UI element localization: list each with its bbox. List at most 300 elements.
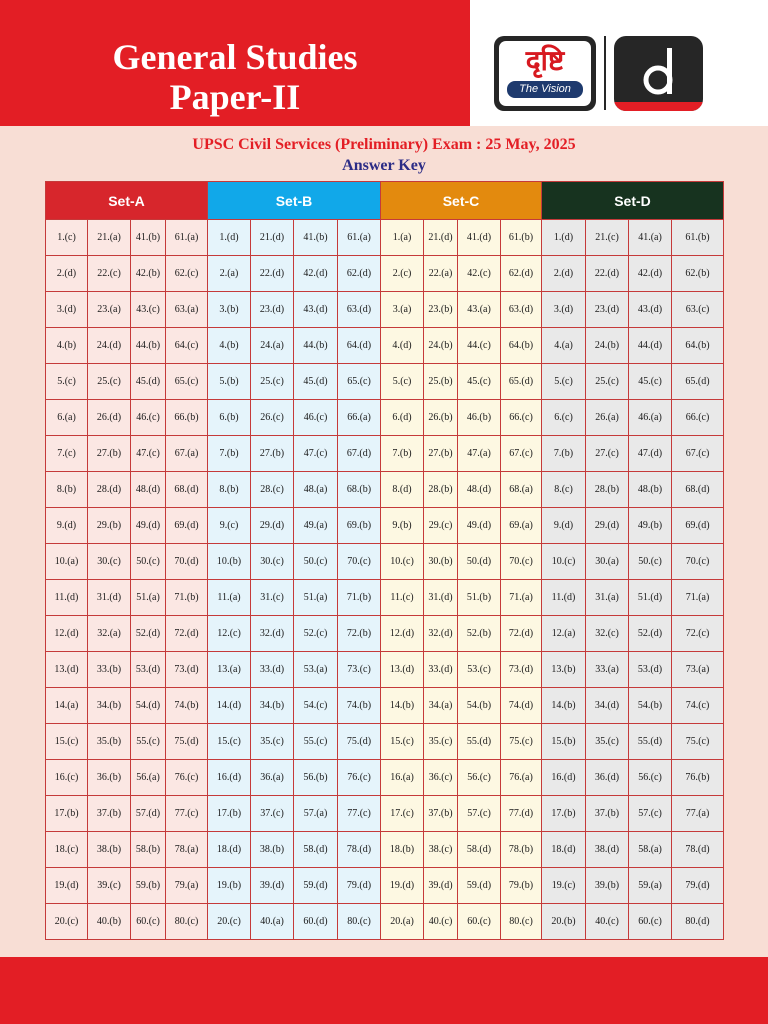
answer-cell-set-a: 45.(d) xyxy=(131,364,166,400)
answer-cell-set-c: 5.(c) xyxy=(381,364,424,400)
set-c-header: Set-C xyxy=(381,182,542,220)
answer-cell-set-b: 40.(a) xyxy=(251,904,294,940)
answer-cell-set-b: 3.(b) xyxy=(208,292,251,328)
answer-cell-set-d: 27.(c) xyxy=(586,436,629,472)
answer-cell-set-b: 57.(a) xyxy=(294,796,338,832)
answer-cell-set-a: 13.(d) xyxy=(46,652,88,688)
answer-cell-set-b: 33.(d) xyxy=(251,652,294,688)
answer-cell-set-a: 41.(b) xyxy=(131,220,166,256)
answer-cell-set-a: 1.(c) xyxy=(46,220,88,256)
answer-cell-set-d: 40.(c) xyxy=(586,904,629,940)
answer-cell-set-c: 39.(d) xyxy=(424,868,458,904)
set-header-row xyxy=(46,182,724,220)
answer-cell-set-a: 79.(a) xyxy=(166,868,208,904)
answer-cell-set-d: 26.(a) xyxy=(586,400,629,436)
table-row xyxy=(46,220,724,256)
answer-cell-set-b: 39.(d) xyxy=(251,868,294,904)
answer-cell-set-b: 69.(b) xyxy=(338,508,381,544)
answer-cell-set-a: 17.(b) xyxy=(46,796,88,832)
d-letter-icon xyxy=(642,42,678,102)
answer-cell-set-a: 4.(b) xyxy=(46,328,88,364)
answer-cell-set-a: 27.(b) xyxy=(88,436,131,472)
answer-cell-set-c: 44.(c) xyxy=(458,328,501,364)
table-row xyxy=(46,616,724,652)
answer-cell-set-a: 11.(d) xyxy=(46,580,88,616)
answer-cell-set-b: 71.(b) xyxy=(338,580,381,616)
answer-cell-set-d: 2.(d) xyxy=(542,256,586,292)
answer-cell-set-d: 45.(c) xyxy=(629,364,672,400)
table-row xyxy=(46,868,724,904)
answer-cell-set-b: 56.(b) xyxy=(294,760,338,796)
answer-cell-set-a: 33.(b) xyxy=(88,652,131,688)
page-title-line-2: Paper-II xyxy=(169,77,301,117)
answer-key-table xyxy=(45,181,724,940)
answer-cell-set-a: 3.(d) xyxy=(46,292,88,328)
answer-cell-set-d: 66.(c) xyxy=(672,400,724,436)
answer-cell-set-d: 72.(c) xyxy=(672,616,724,652)
answer-cell-set-c: 20.(a) xyxy=(381,904,424,940)
answer-cell-set-d: 38.(d) xyxy=(586,832,629,868)
answer-cell-set-d: 53.(d) xyxy=(629,652,672,688)
answer-cell-set-c: 4.(d) xyxy=(381,328,424,364)
answer-cell-set-d: 33.(a) xyxy=(586,652,629,688)
answer-cell-set-a: 7.(c) xyxy=(46,436,88,472)
answer-cell-set-b: 5.(b) xyxy=(208,364,251,400)
answer-cell-set-a: 61.(a) xyxy=(166,220,208,256)
answer-cell-set-b: 76.(c) xyxy=(338,760,381,796)
answer-cell-set-d: 37.(b) xyxy=(586,796,629,832)
answer-cell-set-c: 29.(c) xyxy=(424,508,458,544)
answer-cell-set-b: 54.(c) xyxy=(294,688,338,724)
table-row xyxy=(46,760,724,796)
answer-cell-set-c: 21.(d) xyxy=(424,220,458,256)
set-a-header: Set-A xyxy=(46,182,208,220)
header-title-panel xyxy=(0,0,470,126)
answer-cell-set-d: 58.(a) xyxy=(629,832,672,868)
answer-cell-set-d: 28.(b) xyxy=(586,472,629,508)
answer-cell-set-c: 61.(b) xyxy=(501,220,542,256)
answer-cell-set-c: 49.(d) xyxy=(458,508,501,544)
logo-divider xyxy=(604,36,606,110)
answer-cell-set-b: 21.(d) xyxy=(251,220,294,256)
answer-cell-set-c: 48.(d) xyxy=(458,472,501,508)
answer-cell-set-c: 31.(d) xyxy=(424,580,458,616)
table-row xyxy=(46,328,724,364)
page-title-line-1: General Studies xyxy=(112,37,358,77)
answer-cell-set-b: 28.(c) xyxy=(251,472,294,508)
answer-cell-set-b: 50.(c) xyxy=(294,544,338,580)
answer-cell-set-b: 49.(a) xyxy=(294,508,338,544)
answer-cell-set-d: 64.(b) xyxy=(672,328,724,364)
answer-table-body xyxy=(46,220,724,940)
answer-cell-set-a: 18.(c) xyxy=(46,832,88,868)
answer-cell-set-d: 63.(c) xyxy=(672,292,724,328)
answer-cell-set-b: 1.(d) xyxy=(208,220,251,256)
answer-cell-set-a: 56.(a) xyxy=(131,760,166,796)
exam-title: UPSC Civil Services (Preliminary) Exam : 25 May, 2025 xyxy=(192,136,576,153)
answer-cell-set-a: 55.(c) xyxy=(131,724,166,760)
drishti-logo-tagline: The Vision xyxy=(519,83,571,95)
answer-cell-set-b: 72.(b) xyxy=(338,616,381,652)
answer-cell-set-d: 5.(c) xyxy=(542,364,586,400)
answer-cell-set-a: 10.(a) xyxy=(46,544,88,580)
answer-cell-set-c: 18.(b) xyxy=(381,832,424,868)
answer-cell-set-d: 39.(b) xyxy=(586,868,629,904)
answer-cell-set-d: 57.(c) xyxy=(629,796,672,832)
answer-cell-set-c: 9.(b) xyxy=(381,508,424,544)
answer-cell-set-d: 10.(c) xyxy=(542,544,586,580)
answer-cell-set-c: 80.(c) xyxy=(501,904,542,940)
answer-cell-set-c: 64.(b) xyxy=(501,328,542,364)
answer-cell-set-a: 47.(c) xyxy=(131,436,166,472)
answer-cell-set-a: 62.(c) xyxy=(166,256,208,292)
answer-cell-set-c: 15.(c) xyxy=(381,724,424,760)
answer-cell-set-b: 13.(a) xyxy=(208,652,251,688)
answer-cell-set-a: 60.(c) xyxy=(131,904,166,940)
answer-cell-set-b: 15.(c) xyxy=(208,724,251,760)
answer-cell-set-a: 46.(c) xyxy=(131,400,166,436)
answer-cell-set-c: 56.(c) xyxy=(458,760,501,796)
answer-cell-set-c: 33.(d) xyxy=(424,652,458,688)
answer-cell-set-c: 17.(c) xyxy=(381,796,424,832)
answer-cell-set-b: 41.(b) xyxy=(294,220,338,256)
answer-cell-set-b: 78.(d) xyxy=(338,832,381,868)
answer-cell-set-d: 41.(a) xyxy=(629,220,672,256)
answer-cell-set-b: 32.(d) xyxy=(251,616,294,652)
answer-cell-set-d: 24.(b) xyxy=(586,328,629,364)
answer-cell-set-b: 14.(d) xyxy=(208,688,251,724)
answer-cell-set-d: 13.(b) xyxy=(542,652,586,688)
answer-cell-set-b: 42.(d) xyxy=(294,256,338,292)
table-row xyxy=(46,688,724,724)
answer-cell-set-c: 27.(b) xyxy=(424,436,458,472)
answer-cell-set-d: 20.(b) xyxy=(542,904,586,940)
answer-cell-set-d: 50.(c) xyxy=(629,544,672,580)
answer-cell-set-b: 37.(c) xyxy=(251,796,294,832)
answer-cell-set-d: 75.(c) xyxy=(672,724,724,760)
answer-cell-set-a: 78.(a) xyxy=(166,832,208,868)
answer-cell-set-d: 14.(b) xyxy=(542,688,586,724)
answer-cell-set-a: 72.(d) xyxy=(166,616,208,652)
answer-cell-set-c: 6.(d) xyxy=(381,400,424,436)
answer-cell-set-a: 66.(b) xyxy=(166,400,208,436)
answer-cell-set-c: 41.(d) xyxy=(458,220,501,256)
answer-cell-set-b: 38.(b) xyxy=(251,832,294,868)
answer-cell-set-c: 62.(d) xyxy=(501,256,542,292)
answer-cell-set-c: 68.(a) xyxy=(501,472,542,508)
answer-cell-set-d: 30.(a) xyxy=(586,544,629,580)
answer-cell-set-a: 49.(d) xyxy=(131,508,166,544)
answer-cell-set-a: 73.(d) xyxy=(166,652,208,688)
answer-cell-set-b: 10.(b) xyxy=(208,544,251,580)
answer-cell-set-c: 7.(b) xyxy=(381,436,424,472)
answer-cell-set-c: 52.(b) xyxy=(458,616,501,652)
answer-cell-set-a: 38.(b) xyxy=(88,832,131,868)
answer-cell-set-c: 28.(b) xyxy=(424,472,458,508)
answer-cell-set-a: 77.(c) xyxy=(166,796,208,832)
answer-cell-set-c: 71.(a) xyxy=(501,580,542,616)
answer-cell-set-b: 8.(b) xyxy=(208,472,251,508)
answer-cell-set-c: 40.(c) xyxy=(424,904,458,940)
answer-cell-set-d: 18.(d) xyxy=(542,832,586,868)
answer-cell-set-b: 27.(b) xyxy=(251,436,294,472)
answer-cell-set-b: 19.(b) xyxy=(208,868,251,904)
answer-cell-set-b: 23.(d) xyxy=(251,292,294,328)
answer-cell-set-a: 8.(b) xyxy=(46,472,88,508)
answer-key-subtitle: Answer Key xyxy=(342,157,426,174)
answer-cell-set-a: 57.(d) xyxy=(131,796,166,832)
answer-cell-set-a: 35.(b) xyxy=(88,724,131,760)
answer-cell-set-a: 2.(d) xyxy=(46,256,88,292)
table-row xyxy=(46,544,724,580)
answer-cell-set-c: 14.(b) xyxy=(381,688,424,724)
answer-cell-set-c: 2.(c) xyxy=(381,256,424,292)
answer-cell-set-a: 51.(a) xyxy=(131,580,166,616)
answer-cell-set-c: 53.(c) xyxy=(458,652,501,688)
answer-cell-set-d: 55.(d) xyxy=(629,724,672,760)
answer-cell-set-b: 18.(d) xyxy=(208,832,251,868)
answer-cell-set-c: 38.(c) xyxy=(424,832,458,868)
answer-cell-set-a: 68.(d) xyxy=(166,472,208,508)
answer-cell-set-a: 76.(c) xyxy=(166,760,208,796)
answer-cell-set-d: 54.(b) xyxy=(629,688,672,724)
answer-cell-set-c: 37.(b) xyxy=(424,796,458,832)
answer-cell-set-d: 46.(a) xyxy=(629,400,672,436)
answer-cell-set-a: 54.(d) xyxy=(131,688,166,724)
table-row xyxy=(46,472,724,508)
answer-cell-set-c: 36.(c) xyxy=(424,760,458,796)
answer-cell-set-a: 6.(a) xyxy=(46,400,88,436)
answer-cell-set-b: 12.(c) xyxy=(208,616,251,652)
answer-cell-set-a: 50.(c) xyxy=(131,544,166,580)
table-row xyxy=(46,832,724,868)
answer-cell-set-d: 32.(c) xyxy=(586,616,629,652)
answer-cell-set-a: 31.(d) xyxy=(88,580,131,616)
answer-cell-set-b: 25.(c) xyxy=(251,364,294,400)
table-row xyxy=(46,256,724,292)
answer-cell-set-d: 74.(c) xyxy=(672,688,724,724)
answer-cell-set-a: 34.(b) xyxy=(88,688,131,724)
answer-cell-set-a: 69.(d) xyxy=(166,508,208,544)
answer-cell-set-b: 55.(c) xyxy=(294,724,338,760)
answer-cell-set-a: 9.(d) xyxy=(46,508,88,544)
answer-cell-set-b: 62.(d) xyxy=(338,256,381,292)
answer-cell-set-d: 47.(d) xyxy=(629,436,672,472)
answer-cell-set-b: 51.(a) xyxy=(294,580,338,616)
answer-cell-set-a: 32.(a) xyxy=(88,616,131,652)
answer-cell-set-b: 26.(c) xyxy=(251,400,294,436)
answer-cell-set-a: 15.(c) xyxy=(46,724,88,760)
answer-cell-set-b: 58.(d) xyxy=(294,832,338,868)
answer-cell-set-d: 15.(b) xyxy=(542,724,586,760)
answer-cell-set-a: 58.(b) xyxy=(131,832,166,868)
answer-cell-set-d: 29.(d) xyxy=(586,508,629,544)
answer-cell-set-c: 8.(d) xyxy=(381,472,424,508)
answer-cell-set-c: 67.(c) xyxy=(501,436,542,472)
answer-cell-set-b: 43.(d) xyxy=(294,292,338,328)
answer-cell-set-b: 44.(b) xyxy=(294,328,338,364)
answer-cell-set-d: 43.(d) xyxy=(629,292,672,328)
answer-cell-set-a: 64.(c) xyxy=(166,328,208,364)
answer-cell-set-b: 9.(c) xyxy=(208,508,251,544)
answer-cell-set-d: 62.(b) xyxy=(672,256,724,292)
answer-cell-set-a: 37.(b) xyxy=(88,796,131,832)
answer-cell-set-a: 24.(d) xyxy=(88,328,131,364)
answer-cell-set-a: 12.(d) xyxy=(46,616,88,652)
answer-cell-set-c: 34.(a) xyxy=(424,688,458,724)
answer-cell-set-c: 16.(a) xyxy=(381,760,424,796)
answer-cell-set-b: 11.(a) xyxy=(208,580,251,616)
answer-cell-set-a: 71.(b) xyxy=(166,580,208,616)
set-b-header: Set-B xyxy=(208,182,381,220)
answer-cell-set-d: 21.(c) xyxy=(586,220,629,256)
d-logo-accent-bar xyxy=(614,102,703,111)
answer-cell-set-c: 72.(d) xyxy=(501,616,542,652)
answer-cell-set-c: 51.(b) xyxy=(458,580,501,616)
answer-cell-set-b: 46.(c) xyxy=(294,400,338,436)
answer-cell-set-b: 67.(d) xyxy=(338,436,381,472)
answer-cell-set-b: 63.(d) xyxy=(338,292,381,328)
table-row xyxy=(46,904,724,940)
answer-cell-set-c: 22.(a) xyxy=(424,256,458,292)
answer-cell-set-d: 52.(d) xyxy=(629,616,672,652)
answer-cell-set-b: 7.(b) xyxy=(208,436,251,472)
answer-cell-set-c: 47.(a) xyxy=(458,436,501,472)
answer-cell-set-b: 31.(c) xyxy=(251,580,294,616)
answer-cell-set-a: 26.(d) xyxy=(88,400,131,436)
answer-cell-set-d: 61.(b) xyxy=(672,220,724,256)
answer-cell-set-c: 12.(d) xyxy=(381,616,424,652)
answer-cell-set-c: 23.(b) xyxy=(424,292,458,328)
drishti-logo-inner xyxy=(499,41,591,106)
answer-cell-set-b: 30.(c) xyxy=(251,544,294,580)
answer-cell-set-c: 63.(d) xyxy=(501,292,542,328)
answer-cell-set-b: 2.(a) xyxy=(208,256,251,292)
answer-cell-set-d: 7.(b) xyxy=(542,436,586,472)
answer-cell-set-b: 77.(c) xyxy=(338,796,381,832)
answer-cell-set-d: 56.(c) xyxy=(629,760,672,796)
answer-cell-set-a: 74.(b) xyxy=(166,688,208,724)
table-row xyxy=(46,292,724,328)
answer-cell-set-c: 30.(b) xyxy=(424,544,458,580)
answer-cell-set-c: 59.(d) xyxy=(458,868,501,904)
answer-cell-set-c: 78.(b) xyxy=(501,832,542,868)
answer-cell-set-c: 76.(a) xyxy=(501,760,542,796)
answer-cell-set-a: 19.(d) xyxy=(46,868,88,904)
drishti-logo xyxy=(494,36,596,111)
answer-cell-set-c: 74.(d) xyxy=(501,688,542,724)
answer-cell-set-c: 55.(d) xyxy=(458,724,501,760)
answer-cell-set-d: 25.(c) xyxy=(586,364,629,400)
answer-cell-set-b: 24.(a) xyxy=(251,328,294,364)
answer-cell-set-d: 11.(d) xyxy=(542,580,586,616)
answer-cell-set-a: 67.(a) xyxy=(166,436,208,472)
answer-cell-set-c: 1.(a) xyxy=(381,220,424,256)
answer-cell-set-c: 43.(a) xyxy=(458,292,501,328)
answer-cell-set-d: 4.(a) xyxy=(542,328,586,364)
answer-cell-set-c: 70.(c) xyxy=(501,544,542,580)
answer-cell-set-b: 4.(b) xyxy=(208,328,251,364)
answer-cell-set-d: 31.(a) xyxy=(586,580,629,616)
answer-cell-set-d: 12.(a) xyxy=(542,616,586,652)
set-d-header: Set-D xyxy=(542,182,724,220)
answer-cell-set-b: 29.(d) xyxy=(251,508,294,544)
answer-cell-set-c: 75.(c) xyxy=(501,724,542,760)
table-row xyxy=(46,364,724,400)
answer-cell-set-a: 70.(d) xyxy=(166,544,208,580)
answer-cell-set-c: 10.(c) xyxy=(381,544,424,580)
answer-cell-set-c: 3.(a) xyxy=(381,292,424,328)
answer-cell-set-d: 23.(d) xyxy=(586,292,629,328)
answer-cell-set-b: 20.(c) xyxy=(208,904,251,940)
answer-cell-set-b: 70.(c) xyxy=(338,544,381,580)
answer-cell-set-a: 21.(a) xyxy=(88,220,131,256)
answer-cell-set-c: 66.(c) xyxy=(501,400,542,436)
answer-cell-set-b: 52.(c) xyxy=(294,616,338,652)
answer-cell-set-d: 34.(d) xyxy=(586,688,629,724)
answer-cell-set-b: 45.(d) xyxy=(294,364,338,400)
answer-cell-set-b: 34.(b) xyxy=(251,688,294,724)
table-row xyxy=(46,652,724,688)
answer-cell-set-b: 66.(a) xyxy=(338,400,381,436)
answer-cell-set-c: 19.(d) xyxy=(381,868,424,904)
header xyxy=(0,0,768,126)
answer-cell-set-d: 17.(b) xyxy=(542,796,586,832)
answer-cell-set-c: 54.(b) xyxy=(458,688,501,724)
answer-cell-set-b: 22.(d) xyxy=(251,256,294,292)
table-row xyxy=(46,796,724,832)
answer-cell-set-a: 28.(d) xyxy=(88,472,131,508)
answer-cell-set-d: 67.(c) xyxy=(672,436,724,472)
answer-cell-set-c: 50.(d) xyxy=(458,544,501,580)
answer-cell-set-a: 16.(c) xyxy=(46,760,88,796)
answer-cell-set-d: 69.(d) xyxy=(672,508,724,544)
answer-cell-set-a: 25.(c) xyxy=(88,364,131,400)
answer-cell-set-c: 58.(d) xyxy=(458,832,501,868)
answer-cell-set-b: 74.(b) xyxy=(338,688,381,724)
answer-cell-set-d: 65.(d) xyxy=(672,364,724,400)
answer-cell-set-d: 70.(c) xyxy=(672,544,724,580)
answer-cell-set-b: 68.(b) xyxy=(338,472,381,508)
table-row xyxy=(46,580,724,616)
answer-cell-set-b: 48.(a) xyxy=(294,472,338,508)
answer-cell-set-d: 44.(d) xyxy=(629,328,672,364)
answer-cell-set-d: 36.(d) xyxy=(586,760,629,796)
answer-cell-set-a: 36.(b) xyxy=(88,760,131,796)
answer-cell-set-d: 3.(d) xyxy=(542,292,586,328)
answer-cell-set-d: 35.(c) xyxy=(586,724,629,760)
answer-cell-set-c: 57.(c) xyxy=(458,796,501,832)
answer-cell-set-c: 11.(c) xyxy=(381,580,424,616)
answer-cell-set-a: 42.(b) xyxy=(131,256,166,292)
answer-cell-set-c: 45.(c) xyxy=(458,364,501,400)
answer-cell-set-a: 80.(c) xyxy=(166,904,208,940)
answer-cell-set-c: 77.(d) xyxy=(501,796,542,832)
answer-cell-set-a: 30.(c) xyxy=(88,544,131,580)
answer-cell-set-a: 65.(c) xyxy=(166,364,208,400)
answer-cell-set-d: 78.(d) xyxy=(672,832,724,868)
answer-cell-set-c: 60.(c) xyxy=(458,904,501,940)
answer-cell-set-b: 47.(c) xyxy=(294,436,338,472)
answer-cell-set-d: 76.(b) xyxy=(672,760,724,796)
answer-cell-set-b: 6.(b) xyxy=(208,400,251,436)
answer-cell-set-b: 65.(c) xyxy=(338,364,381,400)
answer-cell-set-c: 35.(c) xyxy=(424,724,458,760)
answer-cell-set-d: 6.(c) xyxy=(542,400,586,436)
answer-cell-set-a: 44.(b) xyxy=(131,328,166,364)
answer-cell-set-a: 75.(d) xyxy=(166,724,208,760)
answer-cell-set-a: 59.(b) xyxy=(131,868,166,904)
